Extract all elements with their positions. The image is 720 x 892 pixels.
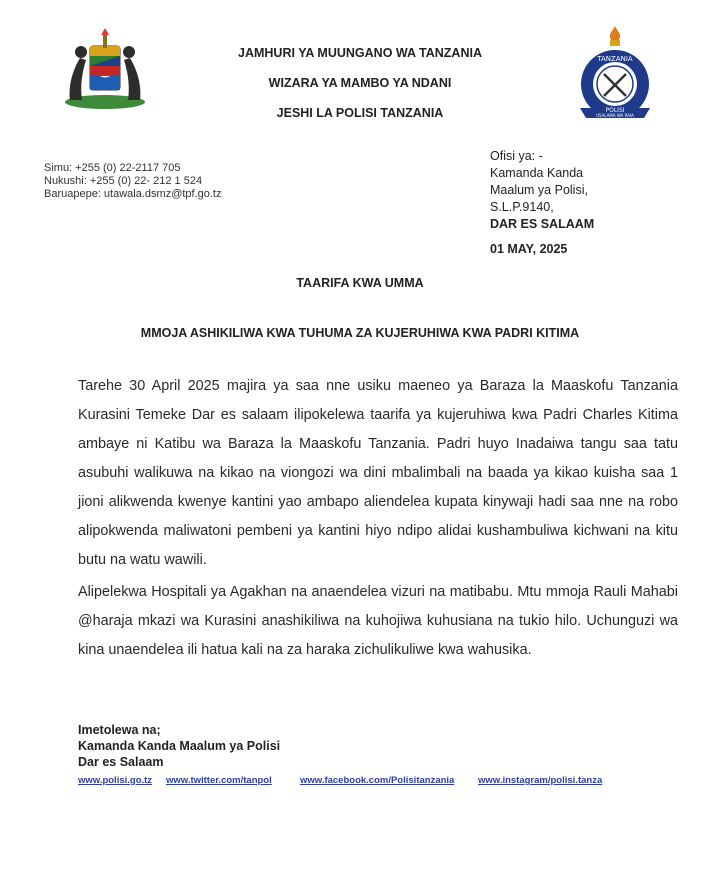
signature-block: [78, 722, 280, 770]
contact-fax: Nukushi: +255 (0) 22- 212 1 524: [44, 175, 203, 187]
police-emblem-text-bottom: USALAMA WA RAIA: [596, 113, 634, 118]
address-line-2: Kamanda Kanda: [490, 166, 584, 180]
body-paragraph-1: Tarehe 30 April 2025 majira ya saa nne usiku maeneo ya Baraza la Maaskofu Tanzania Kurasini Temeke Dar es salaam ilipokelewa taarifa ya kujeruhiwa kwa Padri Charles Kitima ambaye ni Katibu wa Baraza la Maaskofu Tanzania. Padri huyo Inadaiwa tangu saa tatu asubuhi walikuwa na kikao na viongozi wa dini mbalimbali na baada ya kikao kuisha saa 1 jioni alikwenda kwenye kantini yao ambapo aliendelea kupata kinywaji hadi saa nne na robo alipokwenda maliwatoni pembeni ya kantini hiyo ndipo alidai kushambuliwa kichwani na kitu butu na watu wawili.: [78, 378, 678, 568]
tanzania-coat-of-arms: [60, 28, 150, 110]
contact-email: Baruapepe: utawala.dsmz@tpf.go.tz: [44, 188, 222, 200]
address-line-1: Ofisi ya: -: [490, 149, 543, 163]
signature-issued-by: Imetolewa na;: [78, 723, 161, 737]
header-republic: JAMHURI YA MUUNGANO WA TANZANIA: [238, 46, 482, 60]
link-twitter[interactable]: www.twitter.com/tanpol: [166, 775, 272, 786]
signature-office: Kamanda Kanda Maalum ya Polisi: [78, 739, 281, 753]
link-website[interactable]: www.polisi.go.tz: [78, 775, 153, 786]
link-facebook[interactable]: www.facebook.com/Polisitanzania: [300, 775, 455, 786]
document-date: 01 MAY, 2025: [490, 242, 568, 256]
footer-links: [78, 775, 678, 789]
body-paragraph-2: Alipelekwa Hospitali ya Agakhan na anaendelea vizuri na matibabu. Mtu mmoja Rauli Mahabi @haraja mkazi wa Kurasini anashikiliwa na kuhojiwa kuhusiana na tukio hilo. Uchunguzi wa kina unaendelea ili hatua kali na za haraka zichulikuliwe kwa wahusika.: [78, 584, 678, 658]
address-line-3: Maalum ya Polisi,: [490, 183, 588, 197]
police-emblem: [574, 24, 656, 124]
document-subject: MMOJA ASHIKILIWA KWA TUHUMA ZA KUJERUHIWA KWA PADRI KITIMA: [140, 326, 580, 340]
address-line-4: S.L.P.9140,: [490, 200, 554, 214]
signature-city: Dar es Salaam: [78, 755, 164, 769]
document-title: TAARIFA KWA UMMA: [296, 276, 424, 290]
contact-phone: Simu: +255 (0) 22-2117 705: [44, 162, 181, 174]
link-instagram[interactable]: www.instagram/polisi.tanza: [478, 775, 603, 786]
contact-block: [44, 162, 222, 201]
header-police-force: JESHI LA POLISI TANZANIA: [276, 106, 444, 120]
address-city: DAR ES SALAAM: [490, 217, 595, 231]
header-ministry: WIZARA YA MAMBO YA NDANI: [268, 76, 452, 90]
address-block: [490, 148, 594, 233]
police-emblem-text-mid: POLISI: [605, 107, 625, 114]
police-emblem-text-top: TANZANIA: [597, 55, 633, 63]
